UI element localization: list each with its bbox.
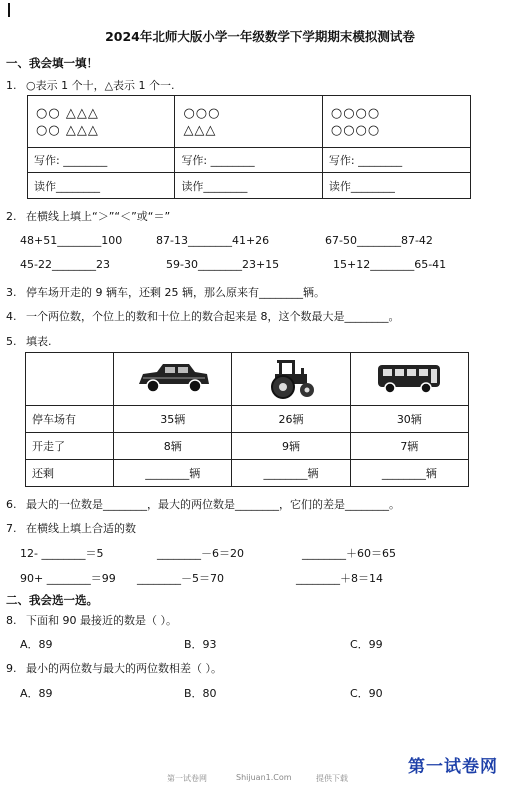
table-cell: 30辆: [350, 406, 468, 433]
row-label: 停车场有: [26, 406, 114, 433]
expression[interactable]: 48+51________100: [20, 234, 123, 247]
table-cell: 8辆: [114, 433, 232, 460]
q5-table: [25, 352, 469, 487]
equation[interactable]: ________－6＝20: [157, 547, 244, 560]
read-blank[interactable]: 读作________: [322, 173, 470, 199]
answer-blank[interactable]: ________辆: [114, 460, 232, 487]
empty-header-cell: [26, 353, 114, 406]
brand-logo: 第一试卷网: [408, 757, 498, 777]
answer-blank[interactable]: ________辆: [232, 460, 350, 487]
answer-blank[interactable]: ________辆: [350, 460, 468, 487]
bus-cell: [350, 353, 468, 406]
table-cell: 35辆: [114, 406, 232, 433]
option-a[interactable]: A．89: [20, 638, 53, 651]
shape-row: ○○○: [183, 105, 221, 121]
question-7: [6, 520, 136, 536]
equation[interactable]: ________＋8＝14: [296, 572, 383, 585]
q1-table: [27, 95, 471, 199]
equation[interactable]: 90+ ________＝99: [20, 572, 116, 585]
question-text: 填表.: [26, 335, 52, 348]
question-3: [6, 284, 325, 300]
question-number: 6.: [6, 498, 17, 511]
question-text[interactable]: 一个两位数，个位上的数和十位上的数合起来是 8，这个数最大是________。: [26, 310, 400, 323]
question-text: ○表示 1 个十，△表示 1 个一.: [26, 79, 175, 92]
tractor-icon: [263, 356, 319, 400]
expression[interactable]: 59-30________23+15: [166, 258, 280, 271]
row-label: 开走了: [26, 433, 114, 460]
question-number: 1.: [6, 79, 17, 92]
table-cell: 26辆: [232, 406, 350, 433]
write-blank[interactable]: 写作: ________: [322, 148, 470, 173]
option-b[interactable]: B．93: [184, 638, 217, 651]
question-number: 9.: [6, 662, 17, 675]
section-1-heading: 一、我会填一填！: [6, 56, 98, 70]
question-text: 在横线上填上“＞”“＜”或“＝”: [26, 210, 171, 223]
q1-cell-shapes: [28, 96, 175, 148]
question-2: [6, 208, 170, 224]
bus-icon: [374, 359, 444, 397]
shape-row: △△△: [183, 122, 217, 138]
shape-row: ○○ △△△: [36, 105, 99, 121]
question-number: 5.: [6, 335, 17, 348]
table-cell: 7辆: [350, 433, 468, 460]
option-b[interactable]: B．80: [184, 687, 217, 700]
equation[interactable]: ________＋60＝65: [302, 547, 396, 560]
shape-row: ○○○○: [330, 105, 381, 121]
option-a[interactable]: A．89: [20, 687, 53, 700]
read-blank[interactable]: 读作________: [28, 173, 175, 199]
page-title: 2024年北师大版小学一年级数学下学期期末模拟测试卷: [105, 29, 415, 44]
question-text[interactable]: 停车场开走的 9 辆车，还剩 25 辆，那么原来有________辆。: [26, 286, 325, 299]
read-blank[interactable]: 读作________: [175, 173, 322, 199]
expression[interactable]: 15+12________65-41: [333, 258, 447, 271]
shape-row: ○○○○: [330, 122, 381, 138]
question-8: [6, 612, 177, 628]
car-icon: [133, 358, 213, 398]
shape-row: ○○ △△△: [36, 122, 99, 138]
option-c[interactable]: C．99: [350, 638, 383, 651]
write-blank[interactable]: 写作: ________: [28, 148, 175, 173]
question-number: 3.: [6, 286, 17, 299]
option-c[interactable]: C．90: [350, 687, 383, 700]
question-number: 8.: [6, 614, 17, 627]
equation[interactable]: 12- ________＝5: [20, 547, 104, 560]
equation[interactable]: ________－5＝70: [137, 572, 224, 585]
question-number: 7.: [6, 522, 17, 535]
question-text[interactable]: 最大的一位数是________，最大的两位数是________，它们的差是________。: [26, 498, 400, 511]
footer-download: 提供下载: [316, 774, 348, 783]
question-5: [6, 333, 52, 349]
expression[interactable]: 45-22________23: [20, 258, 110, 271]
question-number: 4.: [6, 310, 17, 323]
footer-site-name: 第一试卷网: [167, 774, 207, 783]
section-2-heading: 二、我会选一选。: [6, 593, 98, 607]
question-1: [6, 77, 175, 93]
footer-site-url[interactable]: Shijuan1.Com: [236, 773, 292, 782]
question-4: [6, 308, 400, 324]
write-blank[interactable]: 写作: ________: [175, 148, 322, 173]
question-text: 在横线上填上合适的数: [26, 522, 136, 535]
row-label: 还剩: [26, 460, 114, 487]
q1-cell-shapes: [175, 96, 322, 148]
question-number: 2.: [6, 210, 17, 223]
question-9: [6, 660, 222, 676]
question-6: [6, 496, 400, 512]
car-cell: [114, 353, 232, 406]
tractor-cell: [232, 353, 350, 406]
q1-cell-shapes: [322, 96, 470, 148]
expression[interactable]: 67-50________87-42: [325, 234, 433, 247]
table-cell: 9辆: [232, 433, 350, 460]
expression[interactable]: 87-13________41+26: [156, 234, 270, 247]
question-text: 最小的两位数与最大的两位数相差（ ）。: [26, 662, 222, 675]
question-text: 下面和 90 最接近的数是（ ）。: [26, 614, 177, 627]
margin-mark: [8, 3, 10, 17]
